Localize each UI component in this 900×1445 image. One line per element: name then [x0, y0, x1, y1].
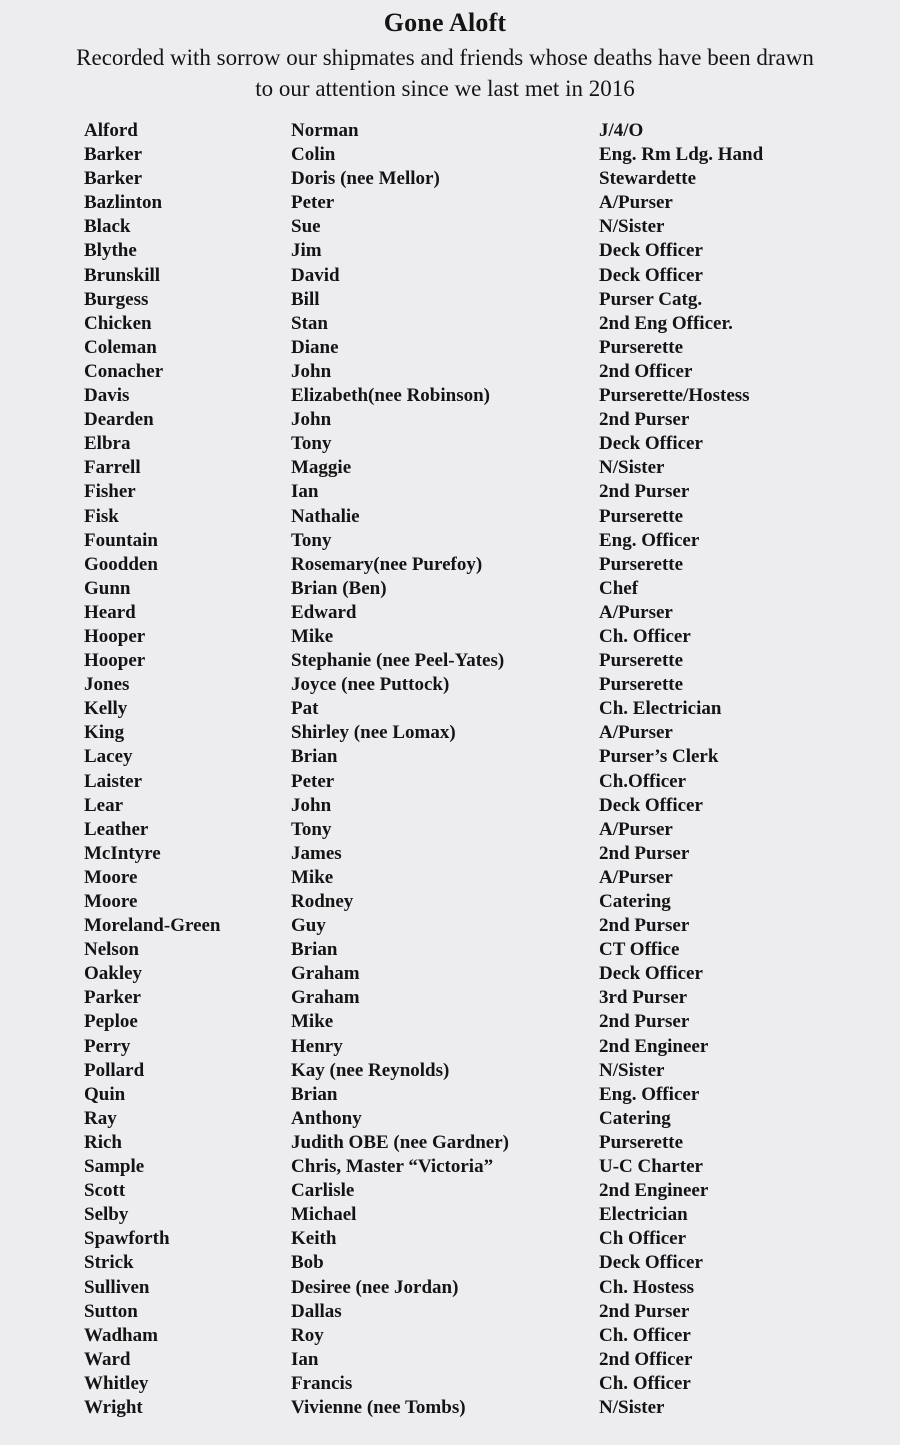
- surname-cell: Leather: [84, 818, 149, 840]
- list-item: [0, 505, 900, 529]
- first-name-cell: Rosemary(nee Purefoy): [291, 553, 483, 575]
- first-name-cell: Mike: [291, 866, 334, 888]
- role-cell: Chef: [599, 577, 639, 599]
- list-item: [0, 745, 900, 769]
- role-cell: Ch Officer: [599, 1228, 687, 1250]
- role-cell: 2nd Officer: [599, 360, 693, 382]
- first-name-cell: Ian: [291, 1348, 319, 1370]
- list-item: [0, 360, 900, 384]
- list-item: [0, 239, 900, 263]
- role-cell: Deck Officer: [599, 794, 703, 816]
- list-item: [0, 1203, 900, 1227]
- role-cell: 2nd Purser: [599, 1011, 690, 1033]
- list-item: [0, 456, 900, 480]
- surname-cell: Barker: [84, 168, 143, 190]
- role-cell: Ch. Officer: [599, 1324, 691, 1346]
- list-item: [0, 191, 900, 215]
- surname-cell: Gunn: [84, 577, 131, 599]
- surname-cell: Moore: [84, 866, 138, 888]
- surname-cell: Farrell: [84, 457, 141, 479]
- surname-cell: Elbra: [84, 433, 131, 455]
- first-name-cell: Mike: [291, 625, 334, 647]
- surname-cell: King: [84, 722, 125, 744]
- role-cell: 2nd Engineer: [599, 1035, 709, 1057]
- first-name-cell: Sue: [291, 216, 321, 238]
- first-name-cell: Kay (nee Reynolds): [291, 1059, 450, 1081]
- list-item: [0, 1155, 900, 1179]
- first-name-cell: Brian (Ben): [291, 577, 387, 599]
- surname-cell: Conacher: [84, 360, 164, 382]
- role-cell: Purser’s Clerk: [599, 746, 719, 768]
- first-name-cell: Tony: [291, 529, 332, 551]
- list-item: [0, 1348, 900, 1372]
- list-item: [0, 1010, 900, 1034]
- list-item: [0, 770, 900, 794]
- list-item: [0, 1227, 900, 1251]
- first-name-cell: Colin: [291, 144, 336, 166]
- first-name-cell: Diane: [291, 336, 339, 358]
- first-name-cell: Ian: [291, 481, 319, 503]
- list-item: [0, 1107, 900, 1131]
- list-item: [0, 842, 900, 866]
- role-cell: Ch. Hostess: [599, 1276, 695, 1298]
- list-item: [0, 167, 900, 191]
- first-name-cell: Norman: [291, 120, 359, 141]
- role-cell: CT Office: [599, 939, 680, 961]
- role-cell: Purserette: [599, 505, 684, 527]
- role-cell: Electrician: [599, 1204, 688, 1226]
- surname-cell: Kelly: [84, 698, 128, 720]
- surname-cell: Parker: [84, 987, 141, 1009]
- surname-cell: Quin: [84, 1083, 126, 1105]
- surname-cell: Peploe: [84, 1011, 138, 1033]
- surname-cell: Black: [84, 216, 131, 238]
- surname-cell: McIntyre: [84, 842, 161, 864]
- surname-cell: Moore: [84, 891, 138, 912]
- list-item: [0, 288, 900, 312]
- surname-cell: Barker: [84, 144, 143, 166]
- first-name-cell: Desiree (nee Jordan): [291, 1276, 459, 1298]
- role-cell: Eng. Officer: [599, 1083, 700, 1105]
- role-cell: A/Purser: [599, 866, 673, 888]
- first-name-cell: Graham: [291, 963, 360, 985]
- first-name-cell: Maggie: [291, 457, 352, 479]
- surname-cell: Ray: [84, 1107, 117, 1129]
- first-name-cell: Brian: [291, 939, 338, 961]
- subtitle-line-2: to our attention since we last met in 2016: [255, 76, 635, 101]
- role-cell: 2nd Officer: [599, 1348, 693, 1370]
- surname-cell: Perry: [84, 1035, 131, 1057]
- surname-cell: Burgess: [84, 288, 149, 310]
- first-name-cell: Judith OBE (nee Gardner): [291, 1131, 509, 1153]
- list-item: [0, 962, 900, 986]
- first-name-cell: Carlisle: [291, 1180, 355, 1202]
- first-name-cell: David: [291, 264, 340, 286]
- surname-cell: Strick: [84, 1252, 134, 1274]
- role-cell: Deck Officer: [599, 963, 703, 985]
- list-item: [0, 1251, 900, 1275]
- surname-cell: Heard: [84, 601, 136, 623]
- first-name-cell: Doris (nee Mellor): [291, 168, 440, 190]
- list-item: [0, 866, 900, 890]
- list-item: [0, 914, 900, 938]
- role-cell: Purserette: [599, 1131, 684, 1153]
- first-name-cell: Pat: [291, 698, 319, 720]
- list-item: [0, 625, 900, 649]
- list-item: [0, 119, 900, 143]
- role-cell: A/Purser: [599, 818, 673, 840]
- role-cell: U-C Charter: [599, 1156, 703, 1178]
- surname-cell: Jones: [84, 674, 130, 696]
- list-item: [0, 1059, 900, 1083]
- role-cell: Purserette/Hostess: [599, 385, 750, 407]
- role-cell: J/4/O: [599, 120, 644, 141]
- list-item: [0, 697, 900, 721]
- first-name-cell: Graham: [291, 987, 360, 1009]
- role-cell: Ch. Electrician: [599, 698, 722, 720]
- surname-cell: Lear: [84, 794, 124, 816]
- surname-cell: Wright: [84, 1396, 143, 1418]
- role-cell: 2nd Purser: [599, 842, 690, 864]
- surname-cell: Selby: [84, 1204, 129, 1226]
- first-name-cell: Stephanie (nee Peel-Yates): [291, 650, 505, 672]
- role-cell: A/Purser: [599, 192, 673, 214]
- first-name-cell: Michael: [291, 1204, 357, 1226]
- list-item: [0, 794, 900, 818]
- list-item: [0, 1396, 900, 1420]
- surname-cell: Blythe: [84, 240, 137, 262]
- role-cell: 2nd Purser: [599, 915, 690, 937]
- first-name-cell: Shirley (nee Lomax): [291, 722, 456, 744]
- list-item: [0, 553, 900, 577]
- surname-cell: Laister: [84, 770, 143, 792]
- role-cell: Eng. Rm Ldg. Hand: [599, 144, 764, 166]
- list-item: [0, 384, 900, 408]
- surname-cell: Lacey: [84, 746, 133, 768]
- role-cell: Purserette: [599, 650, 684, 672]
- role-cell: Purserette: [599, 674, 684, 696]
- surname-cell: Oakley: [84, 963, 143, 985]
- first-name-cell: Peter: [291, 770, 335, 792]
- first-name-cell: Bob: [291, 1252, 324, 1274]
- role-cell: Purserette: [599, 336, 684, 358]
- role-cell: Ch. Officer: [599, 625, 691, 647]
- list-item: [0, 649, 900, 673]
- list-item: [0, 215, 900, 239]
- surname-cell: Chicken: [84, 312, 152, 334]
- surname-cell: Spawforth: [84, 1228, 170, 1250]
- list-item: [0, 336, 900, 360]
- first-name-cell: Keith: [291, 1228, 337, 1250]
- page-title: Gone Aloft: [383, 8, 507, 37]
- surname-cell: Pollard: [84, 1059, 145, 1081]
- first-name-cell: John: [291, 409, 332, 431]
- first-name-cell: Dallas: [291, 1300, 342, 1322]
- list-item: [0, 1276, 900, 1300]
- first-name-cell: Tony: [291, 433, 332, 455]
- first-name-cell: Brian: [291, 1083, 338, 1105]
- role-cell: Catering: [599, 891, 671, 912]
- surname-cell: Sulliven: [84, 1276, 150, 1298]
- surname-cell: Whitley: [84, 1372, 149, 1394]
- first-name-cell: Brian: [291, 746, 338, 768]
- role-cell: Deck Officer: [599, 240, 703, 262]
- role-cell: Deck Officer: [599, 433, 703, 455]
- first-name-cell: Joyce (nee Puttock): [291, 674, 450, 696]
- role-cell: 2nd Eng Officer.: [599, 312, 733, 334]
- surname-cell: Goodden: [84, 553, 158, 575]
- first-name-cell: Tony: [291, 818, 332, 840]
- list-item: [0, 986, 900, 1010]
- list-item: [0, 673, 900, 697]
- surname-cell: Nelson: [84, 939, 139, 961]
- list-item: [0, 601, 900, 625]
- first-name-cell: Henry: [291, 1035, 343, 1057]
- list-item: [0, 1083, 900, 1107]
- first-name-cell: Elizabeth(nee Robinson): [291, 385, 490, 407]
- role-cell: N/Sister: [599, 216, 665, 238]
- surname-cell: Rich: [84, 1131, 122, 1153]
- role-cell: Stewardette: [599, 168, 697, 190]
- surname-cell: Fisher: [84, 481, 136, 503]
- list-item: [0, 1035, 900, 1059]
- first-name-cell: John: [291, 360, 332, 382]
- surname-cell: Hooper: [84, 625, 146, 647]
- surname-cell: Wadham: [84, 1324, 158, 1346]
- role-cell: N/Sister: [599, 1059, 665, 1081]
- role-cell: Eng. Officer: [599, 529, 700, 551]
- first-name-cell: Peter: [291, 192, 335, 214]
- surname-cell: Sample: [84, 1156, 145, 1178]
- first-name-cell: Jim: [291, 240, 322, 262]
- list-item: [0, 890, 900, 914]
- list-item: [0, 432, 900, 456]
- list-item: [0, 480, 900, 504]
- surname-cell: Coleman: [84, 336, 157, 358]
- subtitle-line-1: Recorded with sorrow our shipmates and friends whose deaths have been drawn: [76, 45, 814, 70]
- first-name-cell: Anthony: [291, 1107, 362, 1129]
- list-item: [0, 818, 900, 842]
- first-name-cell: Bill: [291, 288, 320, 310]
- first-name-cell: Nathalie: [291, 505, 360, 527]
- list-item: [0, 1300, 900, 1324]
- role-cell: 2nd Purser: [599, 481, 690, 503]
- surname-cell: Fisk: [84, 505, 119, 527]
- list-item: [0, 529, 900, 553]
- role-cell: Ch. Officer: [599, 1372, 691, 1394]
- surname-cell: Brunskill: [84, 264, 161, 286]
- surname-cell: Dearden: [84, 409, 154, 431]
- surname-cell: Alford: [84, 120, 138, 141]
- first-name-cell: Vivienne (nee Tombs): [291, 1396, 466, 1418]
- memorial-list: [0, 119, 900, 1420]
- role-cell: Purser Catg.: [599, 288, 703, 310]
- first-name-cell: Mike: [291, 1011, 334, 1033]
- first-name-cell: Roy: [291, 1324, 324, 1346]
- surname-cell: Fountain: [84, 529, 158, 551]
- role-cell: 2nd Purser: [599, 1300, 690, 1322]
- role-cell: A/Purser: [599, 722, 673, 744]
- first-name-cell: Rodney: [291, 891, 354, 912]
- role-cell: Catering: [599, 1107, 671, 1129]
- first-name-cell: Stan: [291, 312, 328, 334]
- list-item: [0, 938, 900, 962]
- surname-cell: Sutton: [84, 1300, 138, 1322]
- list-item: [0, 143, 900, 167]
- first-name-cell: James: [291, 842, 342, 864]
- list-item: [0, 1324, 900, 1348]
- surname-cell: Bazlinton: [84, 192, 163, 214]
- list-item: [0, 1131, 900, 1155]
- first-name-cell: Edward: [291, 601, 357, 623]
- role-cell: Ch.Officer: [599, 770, 687, 792]
- surname-cell: Scott: [84, 1180, 126, 1202]
- first-name-cell: John: [291, 794, 332, 816]
- first-name-cell: Guy: [291, 915, 326, 937]
- list-item: [0, 721, 900, 745]
- surname-cell: Hooper: [84, 650, 146, 672]
- first-name-cell: Francis: [291, 1372, 353, 1394]
- role-cell: 2nd Purser: [599, 409, 690, 431]
- role-cell: N/Sister: [599, 1396, 665, 1418]
- role-cell: A/Purser: [599, 601, 673, 623]
- list-item: [0, 408, 900, 432]
- role-cell: Deck Officer: [599, 264, 703, 286]
- list-item: [0, 312, 900, 336]
- list-item: [0, 264, 900, 288]
- role-cell: 3rd Purser: [599, 987, 688, 1009]
- surname-cell: Ward: [84, 1348, 131, 1370]
- first-name-cell: Chris, Master “Victoria”: [291, 1156, 494, 1178]
- list-item: [0, 1179, 900, 1203]
- role-cell: Deck Officer: [599, 1252, 703, 1274]
- list-item: [0, 577, 900, 601]
- page-subtitle: [20, 42, 870, 104]
- role-cell: N/Sister: [599, 457, 665, 479]
- role-cell: 2nd Engineer: [599, 1180, 709, 1202]
- list-item: [0, 1372, 900, 1396]
- role-cell: Purserette: [599, 553, 684, 575]
- surname-cell: Davis: [84, 385, 130, 407]
- surname-cell: Moreland-Green: [84, 915, 221, 937]
